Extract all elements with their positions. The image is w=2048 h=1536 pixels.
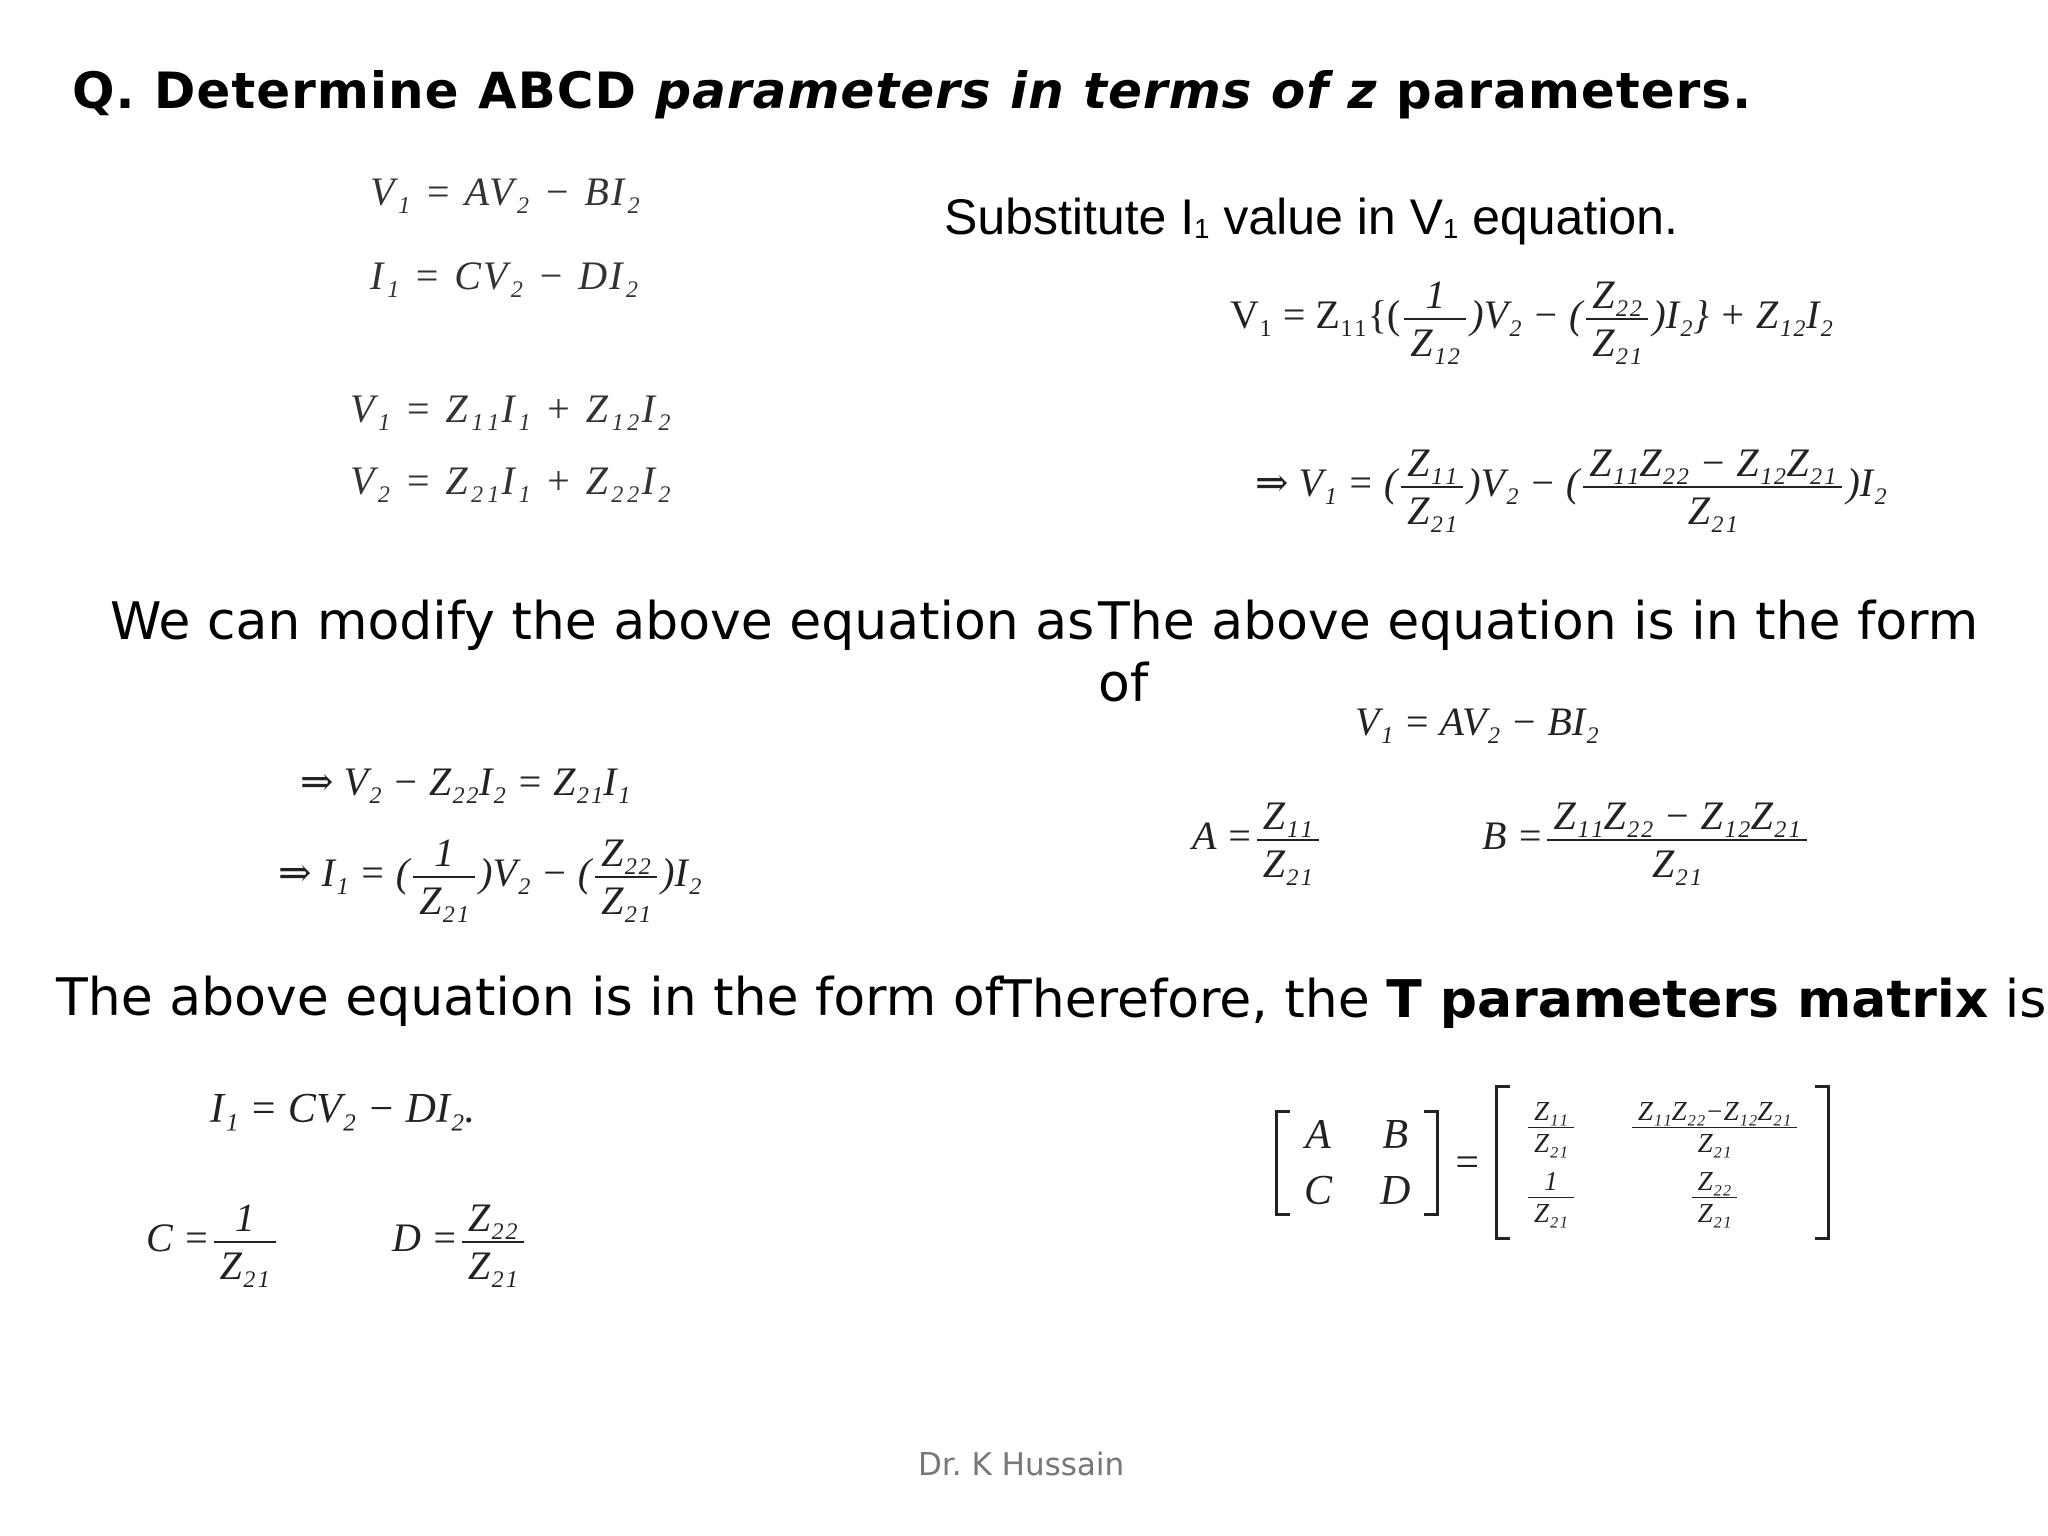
eq-sub-frac-2 bbox=[1586, 272, 1648, 366]
c-lhs: C = bbox=[146, 1215, 210, 1261]
eq-modify2-mid: )V₂ − ( bbox=[479, 850, 592, 896]
c-frac bbox=[214, 1195, 276, 1289]
a-frac bbox=[1257, 793, 1319, 887]
eq-modify2-frac-2 bbox=[595, 830, 657, 924]
left-bracket-big bbox=[1495, 1085, 1510, 1240]
equation-v1-result bbox=[1255, 440, 1887, 534]
d-lhs: D = bbox=[392, 1215, 458, 1261]
b-lhs: B = bbox=[1482, 813, 1544, 859]
frac-num: 1 bbox=[1528, 1166, 1574, 1198]
right-bracket-big bbox=[1815, 1085, 1830, 1240]
title-part2: parameters in terms of z bbox=[655, 62, 1378, 120]
eq-sub-mid: )V₂ − ( bbox=[1470, 292, 1583, 338]
equation-v1-z: V₁ = Z₁₁I₁ + Z₁₂I₂ bbox=[350, 386, 673, 431]
eq-sub-frac-1 bbox=[1404, 272, 1466, 366]
frac-den: Z₂₁ bbox=[1534, 1128, 1568, 1159]
c-definition bbox=[146, 1195, 280, 1289]
a-lhs: A = bbox=[1192, 813, 1253, 859]
equation-substituted bbox=[1230, 272, 1833, 366]
t-parameters-matrix bbox=[1275, 1085, 1830, 1240]
equation-i1-abcd: I₁ = CV₂ − DI₂ bbox=[370, 253, 641, 298]
frac-den: Z₂₁ bbox=[467, 1243, 518, 1288]
frac-den: Z₂₁ bbox=[1697, 1128, 1732, 1159]
form-text-left: The above equation is in the form of bbox=[56, 968, 1003, 1028]
substitute-text-3: equation. bbox=[1458, 189, 1678, 245]
frac-num: Z₂₂ bbox=[462, 1195, 524, 1243]
equation-modify-2 bbox=[278, 830, 702, 924]
frac-num: Z₁₁ bbox=[1528, 1096, 1574, 1128]
frac-num: Z₂₂ bbox=[1692, 1166, 1738, 1198]
equation-v2-z: V₂ = Z₂₁I₁ + Z₂₂I₂ bbox=[350, 458, 673, 503]
therefore-text bbox=[1000, 970, 2046, 1030]
frac-num: Z₁₁Z₂₂−Z₁₂Z₂₁ bbox=[1632, 1096, 1797, 1128]
b-definition bbox=[1482, 793, 1811, 887]
frac-num: 1 bbox=[413, 830, 475, 878]
eq-sub-lhs: V₁ = Z₁₁{( bbox=[1230, 292, 1401, 338]
therefore-part2: is bbox=[1988, 970, 2047, 1030]
frac-num: 1 bbox=[1404, 272, 1466, 320]
title-part1: Determine ABCD bbox=[153, 62, 637, 120]
a-definition bbox=[1192, 793, 1323, 887]
matrix-a: A bbox=[1305, 1111, 1331, 1158]
abcd-matrix bbox=[1290, 1103, 1424, 1223]
equation-v1-abcd: V₁ = AV₂ − BI₂ bbox=[370, 169, 643, 214]
matrix-r21 bbox=[1528, 1166, 1574, 1229]
d-frac bbox=[462, 1195, 524, 1289]
frac-den: Z₂₁ bbox=[1262, 841, 1313, 886]
frac-den: Z₂₁ bbox=[219, 1243, 270, 1288]
eq-modify2-lhs: ⇒ I₁ = ( bbox=[278, 850, 410, 896]
eq-result-rhs: )I₂ bbox=[1846, 460, 1887, 506]
form-equation-left: I₁ = CV₂ − DI₂. bbox=[210, 1086, 475, 1132]
form-text-right-of: of bbox=[1098, 654, 1149, 714]
b-frac bbox=[1547, 793, 1806, 887]
eq-result-mid: )V₂ − ( bbox=[1467, 460, 1580, 506]
frac-num: 1 bbox=[214, 1195, 276, 1243]
z-matrix bbox=[1510, 1088, 1815, 1236]
eq-modify2-frac-1 bbox=[413, 830, 475, 924]
d-definition bbox=[392, 1195, 528, 1289]
form-text-right: The above equation is in the form bbox=[1098, 592, 1979, 652]
matrix-r22 bbox=[1692, 1166, 1738, 1229]
frac-num: Z₁₁ bbox=[1257, 793, 1319, 841]
eq-modify2-rhs: )I₂ bbox=[661, 850, 702, 896]
frac-den: Z₂₁ bbox=[1407, 488, 1458, 533]
frac-den: Z₂₁ bbox=[1592, 320, 1643, 365]
title-part3: parameters. bbox=[1395, 62, 1753, 120]
frac-num: Z₁₁Z₂₂ − Z₁₂Z₂₁ bbox=[1583, 440, 1842, 488]
matrix-d: D bbox=[1380, 1167, 1411, 1214]
substitute-sub-1: 1 bbox=[1194, 213, 1210, 245]
matrix-b: B bbox=[1382, 1111, 1409, 1158]
substitute-text-1: Substitute I bbox=[944, 189, 1195, 245]
author-footer: Dr. K Hussain bbox=[918, 1447, 1125, 1483]
eq-result-frac-2 bbox=[1583, 440, 1842, 534]
substitute-text bbox=[944, 188, 1678, 246]
frac-num: Z₁₁Z₂₂ − Z₁₂Z₂₁ bbox=[1547, 793, 1806, 841]
eq-sub-rhs: )I₂} + Z₁₂I₂ bbox=[1652, 292, 1834, 338]
substitute-sub-2: 1 bbox=[1442, 213, 1459, 245]
frac-den: Z₂₁ bbox=[1534, 1197, 1568, 1228]
matrix-r11 bbox=[1528, 1096, 1574, 1159]
substitute-text-2: value in V bbox=[1209, 189, 1443, 245]
frac-den: Z₁₂ bbox=[1410, 320, 1461, 365]
therefore-bold: T parameters matrix bbox=[1386, 970, 1989, 1030]
therefore-part1: Therefore, the bbox=[1000, 970, 1387, 1030]
slide-title bbox=[72, 62, 1752, 120]
equation-modify-1: ⇒ V₂ − Z₂₂I₂ = Z₂₁I₁ bbox=[300, 759, 631, 804]
eq-result-lhs: ⇒ V₁ = ( bbox=[1255, 460, 1398, 506]
frac-den: Z₂₁ bbox=[1697, 1197, 1732, 1228]
frac-num: Z₁₁ bbox=[1401, 440, 1463, 488]
title-q: Q. bbox=[72, 62, 136, 120]
frac-den: Z₂₁ bbox=[601, 878, 652, 923]
matrix-c: C bbox=[1304, 1167, 1333, 1214]
form-equation-right: V₁ = AV₂ − BI₂ bbox=[1355, 699, 1600, 744]
right-bracket bbox=[1424, 1110, 1439, 1216]
modify-text: We can modify the above equation as bbox=[110, 592, 1095, 652]
frac-num: Z₂₂ bbox=[595, 830, 657, 878]
frac-den: Z₂₁ bbox=[1652, 841, 1703, 886]
frac-den: Z₂₁ bbox=[1687, 488, 1738, 533]
frac-num: Z₂₂ bbox=[1586, 272, 1648, 320]
eq-result-frac-1 bbox=[1401, 440, 1463, 534]
frac-den: Z₂₁ bbox=[419, 878, 470, 923]
left-bracket bbox=[1275, 1110, 1290, 1216]
matrix-equals: = bbox=[1455, 1139, 1480, 1186]
matrix-r12 bbox=[1632, 1096, 1797, 1159]
